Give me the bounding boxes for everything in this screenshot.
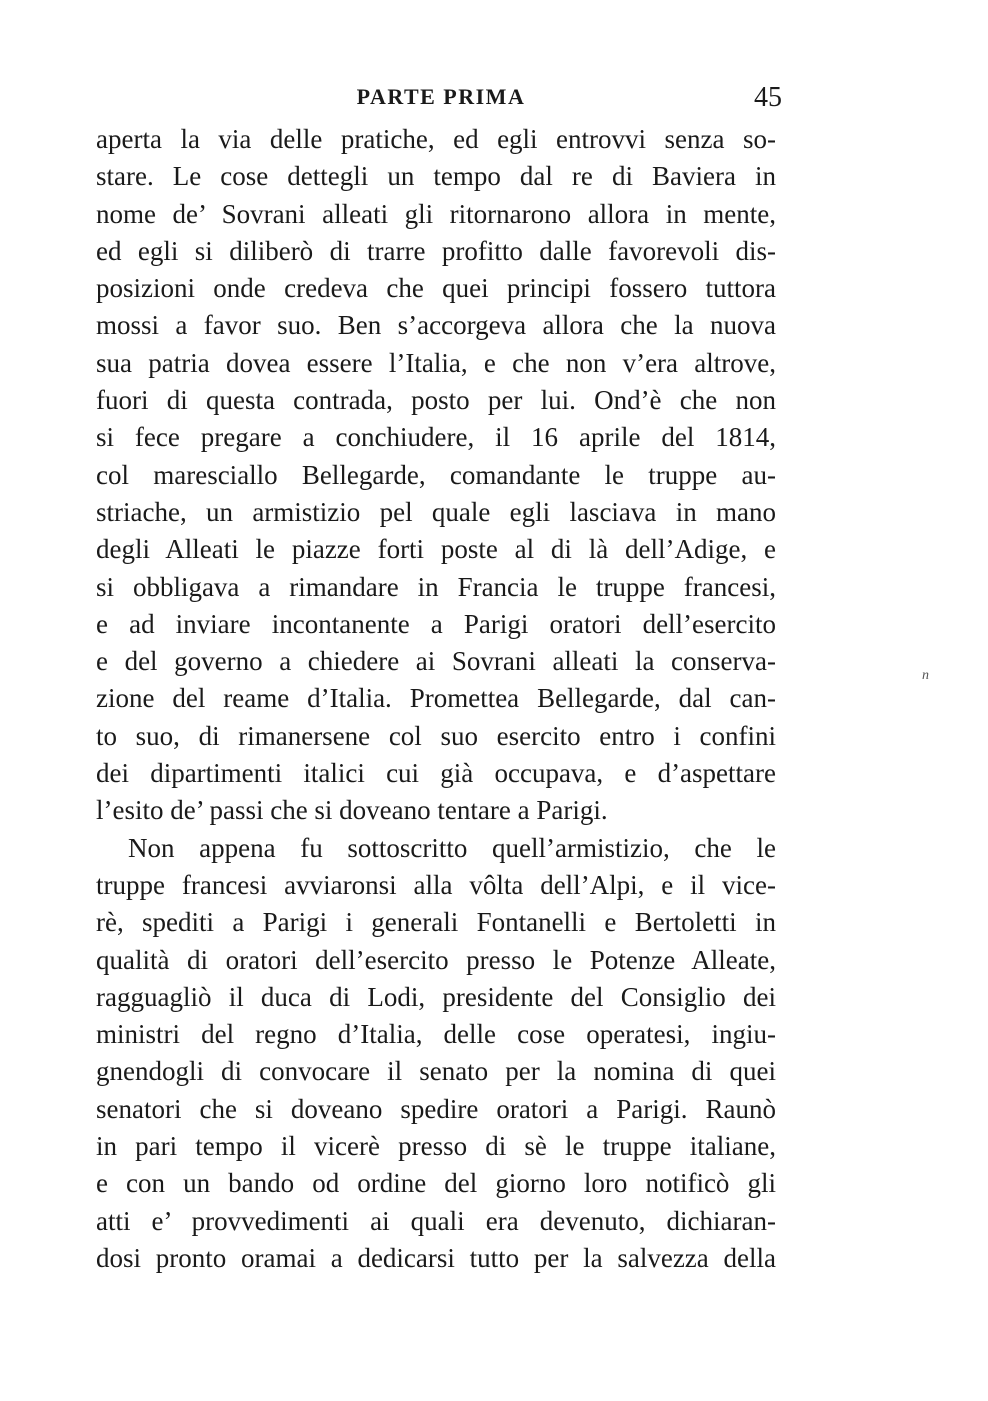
- text-line: Non appena fu sottoscritto quell’armistizio, che le: [128, 832, 776, 863]
- text-line: posizioni onde credeva che quei principi fossero tuttora: [96, 273, 776, 304]
- text-line: fuori di questa contrada, posto per lui. Ond’è che non: [96, 385, 776, 416]
- text-line: si fece pregare a conchiudere, il 16 aprile del 1814,: [96, 422, 776, 453]
- text-line: col maresciallo Bellegarde, comandante le truppe au-: [96, 459, 776, 490]
- running-head: [96, 80, 786, 120]
- text-line: sua patria dovea essere l’Italia, e che non v’era altrove,: [96, 347, 776, 378]
- text-line: l’esito de’ passi che si doveano tentare a Parigi.: [96, 795, 608, 826]
- text-line: qualità di oratori dell’esercito presso le Potenze Alleate,: [96, 944, 776, 975]
- text-line: dei dipartimenti italici cui già occupava, e d’aspettare: [96, 758, 776, 789]
- text-line: zione del reame d’Italia. Promettea Bellegarde, dal can-: [96, 683, 776, 714]
- text-line: rè, spediti a Parigi i generali Fontanelli e Bertoletti in: [96, 907, 776, 938]
- running-title: PARTE PRIMA: [356, 84, 526, 109]
- text-line: in pari tempo il vicerè presso di sè le truppe italiane,: [96, 1131, 776, 1162]
- text-line: atti e’ provvedimenti ai quali era devenuto, dichiaran-: [96, 1205, 776, 1236]
- text-line: e con un bando od ordine del giorno loro notificò gli: [96, 1168, 776, 1199]
- text-line: e ad inviare incontanente a Parigi oratori dell’esercito: [96, 608, 776, 639]
- text-line: dosi pronto oramai a dedicarsi tutto per la salvezza della: [96, 1242, 776, 1273]
- text-line: ragguagliò il duca di Lodi, presidente del Consiglio dei: [96, 981, 776, 1012]
- text-line: to suo, di rimanersene col suo esercito entro i confini: [96, 720, 776, 751]
- text-line: si obbligava a rimandare in Francia le truppe francesi,: [96, 571, 776, 602]
- text-line: aperta la via delle pratiche, ed egli entrovvi senza so-: [96, 124, 776, 154]
- text-line: e del governo a chiedere ai Sovrani alleati la conserva-: [96, 646, 776, 677]
- text-line: degli Alleati le piazze forti poste al di là dell’Adige, e: [96, 534, 776, 565]
- text-line: ministri del regno d’Italia, delle cose operatesi, ingiu-: [96, 1019, 776, 1050]
- text-line: striache, un armistizio pel quale egli lasciava in mano: [96, 496, 776, 527]
- text-line: nome de’ Sovrani alleati gli ritornarono allora in mente,: [96, 198, 776, 229]
- text-line: senatori che si doveano spedire oratori a Parigi. Raunò: [96, 1093, 776, 1124]
- body-text: [96, 121, 776, 1277]
- text-line: ed egli si diliberò di trarre profitto dalle favorevoli dis-: [96, 235, 776, 266]
- text-line: gnendogli di convocare il senato per la nomina di quei: [96, 1056, 776, 1087]
- margin-mark: n: [922, 668, 929, 683]
- text-line: stare. Le cose dettegli un tempo dal re di Baviera in: [96, 161, 776, 192]
- text-line: mossi a favor suo. Ben s’accorgeva allora che la nuova: [96, 310, 776, 341]
- text-line: truppe francesi avviaronsi alla vôlta dell’Alpi, e il vice-: [96, 869, 776, 900]
- page-number: 45: [754, 82, 782, 113]
